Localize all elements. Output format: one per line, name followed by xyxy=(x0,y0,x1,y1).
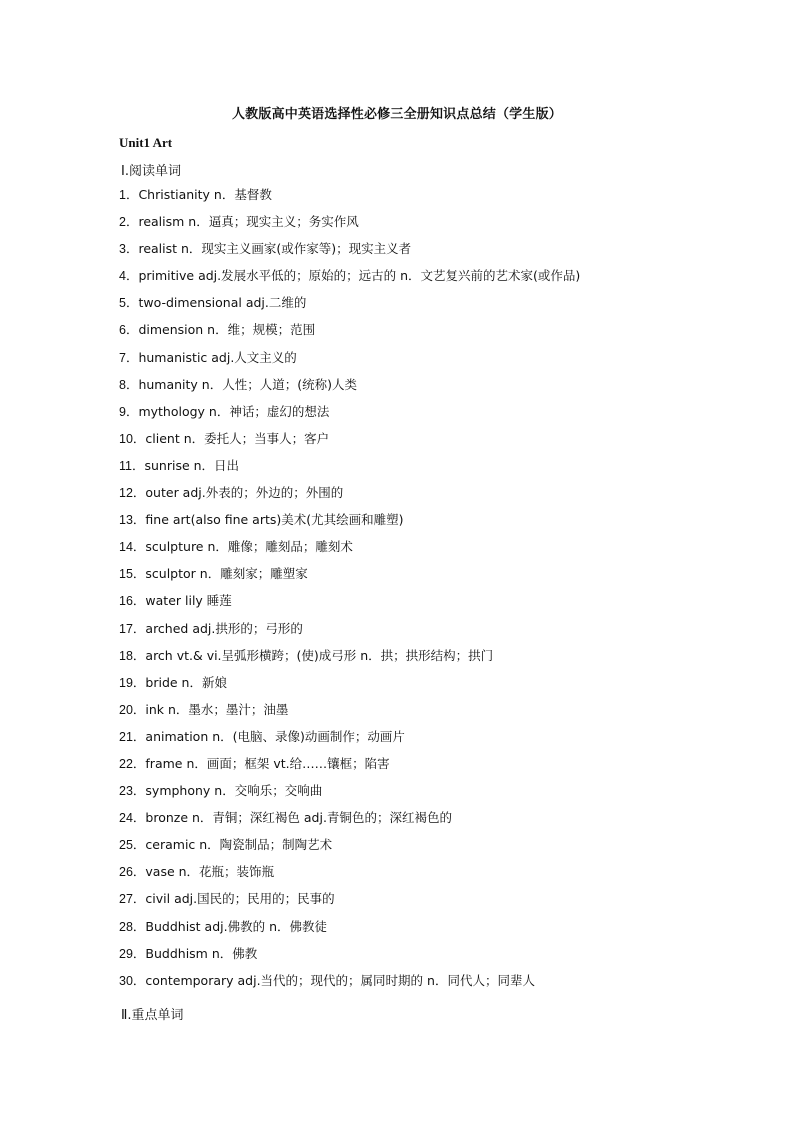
vocab-item xyxy=(119,891,580,918)
item-text: arch vt.& vi.呈弧形横跨；(使)成弓形 n．拱；拱形结构；拱门 xyxy=(145,647,494,663)
item-text: humanity n．人性；人道；(统称)人类 xyxy=(138,376,357,392)
item-text: water lily 睡莲 xyxy=(145,593,232,609)
vocab-item xyxy=(119,241,580,268)
item-number: 28． xyxy=(119,919,146,934)
item-text: Buddhist adj.佛教的 n．佛教徒 xyxy=(145,918,327,934)
item-number: 11． xyxy=(119,458,145,473)
vocab-item xyxy=(119,485,580,512)
item-text: civil adj.国民的；民用的；民事的 xyxy=(145,891,335,907)
item-number: 2． xyxy=(119,215,139,230)
section-heading-reading-words: Ⅰ.阅读单词 xyxy=(121,164,181,179)
item-text: realist n．现实主义画家(或作家等)；现实主义者 xyxy=(138,241,412,257)
item-text: sunrise n．日出 xyxy=(144,457,240,473)
item-text: Christianity n．基督教 xyxy=(138,187,272,202)
vocab-item xyxy=(119,919,580,946)
item-text: vase n．花瓶；装饰瓶 xyxy=(145,864,275,880)
item-text: mythology n．神话；虚幻的想法 xyxy=(138,403,330,419)
vocab-item xyxy=(119,295,580,322)
item-number: 26． xyxy=(119,865,146,880)
item-text: ink n．墨水；墨汁；油墨 xyxy=(145,701,289,717)
vocab-item xyxy=(119,756,580,783)
item-number: 25． xyxy=(119,838,146,853)
item-number: 19． xyxy=(119,675,146,690)
item-number: 4． xyxy=(119,269,139,284)
item-text: fine art(also fine arts)美术(尤其绘画和雕塑) xyxy=(145,512,404,528)
item-number: 6． xyxy=(119,323,139,338)
vocab-item xyxy=(119,648,580,675)
vocab-item xyxy=(119,431,580,458)
item-text: client n．委托人；当事人；客户 xyxy=(145,430,330,446)
item-text: realism n．逼真；现实主义；务实作风 xyxy=(138,214,359,230)
item-text: humanistic adj.人文主义的 xyxy=(138,349,297,365)
vocab-item xyxy=(119,377,580,404)
vocab-item xyxy=(119,458,580,485)
item-text: arched adj.拱形的；弓形的 xyxy=(145,620,303,636)
vocab-item xyxy=(119,268,580,295)
vocab-item xyxy=(119,946,580,973)
item-number: 5． xyxy=(119,296,139,311)
item-number: 15． xyxy=(119,567,146,582)
vocab-item xyxy=(119,187,580,214)
item-text: animation n．(电脑、录像)动画制作；动画片 xyxy=(145,728,405,744)
vocab-item xyxy=(119,729,580,756)
vocab-item xyxy=(119,350,580,377)
item-number: 3． xyxy=(119,242,139,257)
item-number: 21． xyxy=(119,729,146,744)
item-number: 7． xyxy=(119,350,139,365)
item-text: dimension n．维；规模；范围 xyxy=(138,322,316,338)
vocab-item xyxy=(119,810,580,837)
unit-heading: Unit1 Art xyxy=(119,135,173,150)
vocab-item xyxy=(119,837,580,864)
item-number: 30． xyxy=(119,973,146,988)
section-heading-key-words: Ⅱ.重点单词 xyxy=(121,1008,184,1023)
item-number: 17． xyxy=(119,621,146,636)
vocab-item xyxy=(119,593,580,620)
item-number: 18． xyxy=(119,648,146,663)
vocab-item xyxy=(119,702,580,729)
item-text: bronze n．青铜；深红褐色 adj.青铜色的；深红褐色的 xyxy=(145,810,452,826)
item-number: 29． xyxy=(119,946,146,961)
item-text: bride n．新娘 xyxy=(145,674,227,690)
vocabulary-list xyxy=(119,187,580,1000)
item-text: primitive adj.发展水平低的；原始的；远古的 n．文艺复兴前的艺术家(或作品) xyxy=(138,268,581,284)
item-number: 9． xyxy=(119,404,139,419)
item-number: 8． xyxy=(119,377,139,392)
item-number: 1． xyxy=(119,188,139,202)
item-number: 14． xyxy=(119,540,146,555)
vocab-item xyxy=(119,512,580,539)
item-text: sculpture n．雕像；雕刻品；雕刻术 xyxy=(145,539,353,555)
vocab-item xyxy=(119,566,580,593)
item-number: 23． xyxy=(119,784,146,799)
item-number: 27． xyxy=(119,892,146,907)
vocab-item xyxy=(119,864,580,891)
item-number: 12． xyxy=(119,486,146,501)
item-text: contemporary adj.当代的；现代的；属同时期的 n．同代人；同辈人 xyxy=(145,972,535,988)
item-text: outer adj.外表的；外边的；外围的 xyxy=(145,485,344,501)
item-text: frame n．画面；框架 vt.给……镶框；陷害 xyxy=(145,755,390,771)
item-text: two-dimensional adj.二维的 xyxy=(138,295,307,311)
vocab-item xyxy=(119,214,580,241)
item-text: ceramic n．陶瓷制品；制陶艺术 xyxy=(145,837,333,853)
item-text: symphony n．交响乐；交响曲 xyxy=(145,783,323,799)
item-number: 24． xyxy=(119,811,146,826)
item-text: Buddhism n．佛教 xyxy=(145,945,258,961)
vocab-item xyxy=(119,404,580,431)
item-number: 20． xyxy=(119,702,146,717)
item-number: 10． xyxy=(119,431,146,446)
vocab-item xyxy=(119,539,580,566)
vocab-item xyxy=(119,783,580,810)
item-number: 13． xyxy=(119,513,146,528)
vocab-item xyxy=(119,675,580,702)
item-number: 22． xyxy=(119,756,146,771)
item-number: 16． xyxy=(119,594,146,609)
vocab-item xyxy=(119,322,580,349)
item-text: sculptor n．雕刻家；雕塑家 xyxy=(145,566,308,582)
vocab-item xyxy=(119,973,580,1000)
vocab-item xyxy=(119,621,580,648)
document-title: 人教版高中英语选择性必修三全册知识点总结（学生版） xyxy=(231,107,562,122)
